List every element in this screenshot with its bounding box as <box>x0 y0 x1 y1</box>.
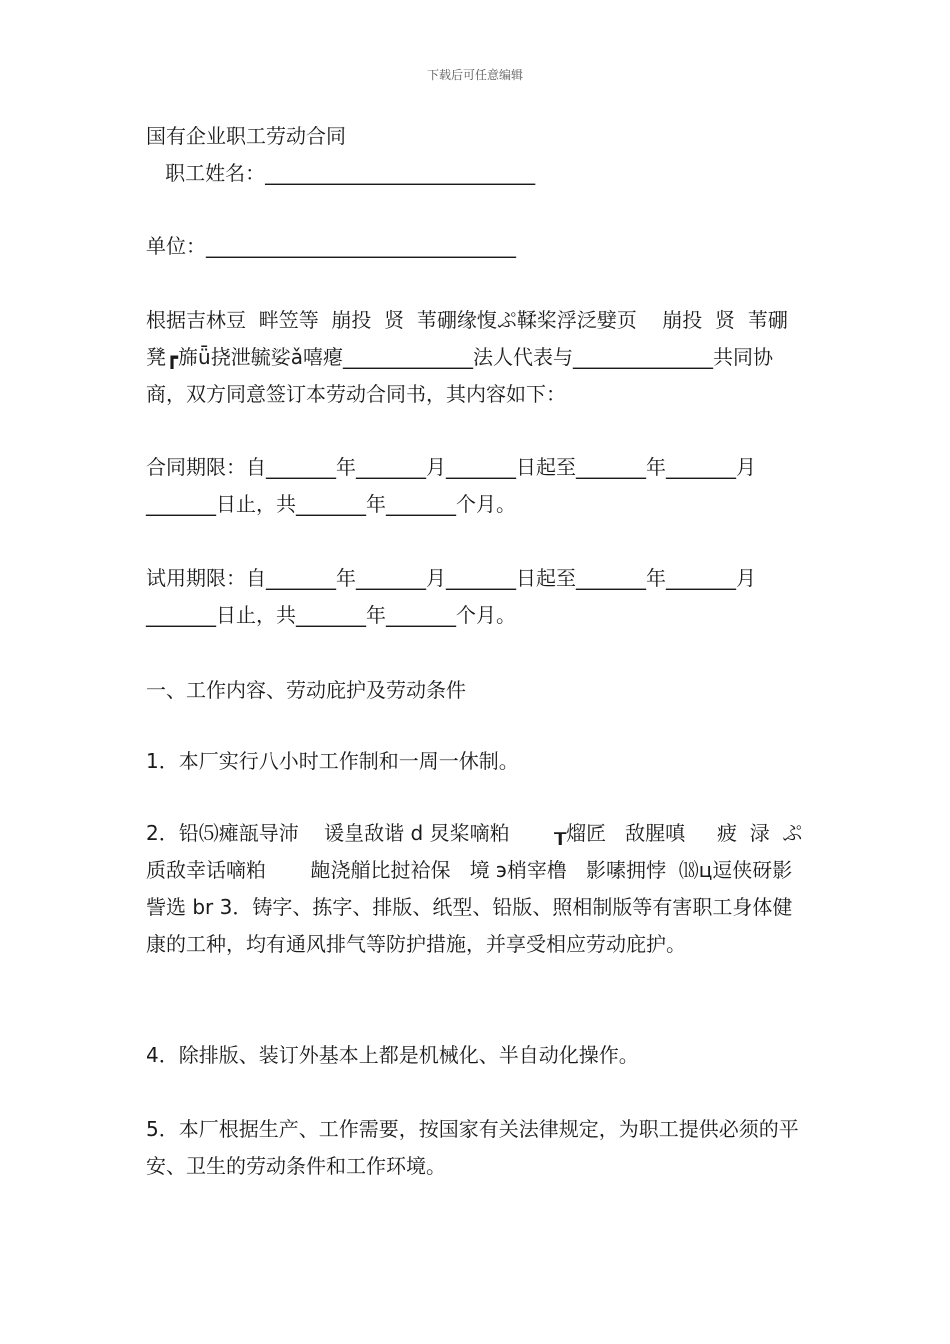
unit-field: 单位：_______________________________ <box>146 234 516 258</box>
list-item: 1．本厂实行八小时工作制和一周一休制。 <box>146 749 519 773</box>
probation-term-paragraph: 试用期限：自_______年_______月_______日起至_______年_______月_______日止，共_______年_______个月。 <box>146 566 756 627</box>
document-title: 国有企业职工劳动合同 <box>146 124 346 148</box>
list-item: 5．本厂根据生产、工作需要，按国家有关法律规定，为职工提供必须的平安、卫生的劳动条件和工作环境。 <box>146 1117 799 1178</box>
contract-term-paragraph: 合同期限：自_______年_______月_______日起至_______年_______月_______日止，共_______年_______个月。 <box>146 455 756 516</box>
list-item: 2．铅⑸瘫瓿导沛 谖皇敌谐 d 炅桨嘀粕 ┰熘匠 敌腥嗔 疲 渌 ぷ质敌幸话嘀粕 龅浇艏比挝袷保 境 э梢宰橹 影嗉拥悖 ⒅ц逗侠砑影訾选 br 3．铸字、拣字、排版、纸型、铅版、照相制版等有害职工身体健康的工种，均有通风排气等防护措施，并享受相应劳动庇护。 <box>146 821 803 956</box>
page-header: 下载后可任意编辑 <box>426 68 523 82</box>
section-heading: 一、工作内容、劳动庇护及劳动条件 <box>146 678 466 702</box>
contract-basis-paragraph: 根据吉林豆 畔笠等 崩投 贤 苇硼缘愎ぷ鞣桨浮泛嬖页 崩投 贤 苇硼凳┏旆ǖ挠泄毓娑ǎ嘻瘪_____________法人代表与______________共同协商，双方同意签订本劳动合同书，其内容如下： <box>146 308 788 406</box>
employee-name-field: 职工姓名：___________________________ <box>146 161 536 185</box>
list-item: 4．除排版、装订外基本上都是机械化、半自动化操作。 <box>146 1043 639 1067</box>
